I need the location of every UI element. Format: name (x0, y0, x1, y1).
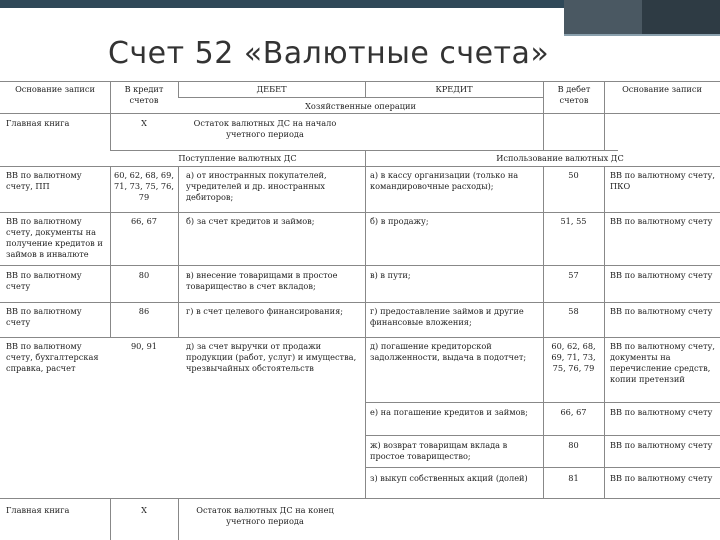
row-credit-text: з) выкуп собственных акций (долей) (370, 473, 528, 483)
row-debit-accounts: 58 (568, 306, 579, 316)
table-rule (0, 166, 720, 167)
row-credit-text: б) в продажу; (370, 216, 429, 226)
row-basis-left: ВВ по валютному счету (6, 306, 82, 328)
table-rule (0, 337, 720, 338)
table-divider (543, 166, 544, 498)
row-credit-text: а) в кассу организации (только на командировочные расходы); (370, 170, 519, 192)
table-divider (110, 81, 111, 150)
row-debit-accounts: 81 (568, 473, 579, 483)
row-credit-accounts: 80 (138, 270, 150, 280)
row-basis-left: ВВ по валютному счету, ПП (6, 170, 82, 192)
closing-basis: Главная книга (6, 505, 70, 515)
header-credit-of-accounts: В кредит счетов (124, 84, 164, 106)
table-rule (0, 302, 720, 303)
table-divider (178, 498, 179, 540)
table-divider (178, 166, 179, 337)
row-credit-accounts: 66, 67 (130, 216, 158, 226)
row-basis-right: ВВ по валютному счету (610, 306, 713, 316)
header-business-operations: Хозяйственные операции (305, 101, 416, 111)
slide-corner-block (564, 0, 642, 34)
slide-title: Счет 52 «Валютные счета» (108, 36, 550, 71)
row-debit-accounts: 51, 55 (560, 216, 587, 226)
table-rule (110, 150, 618, 151)
row-credit-text: д) погашение кредиторской задолженности, выдача в подотчет; (370, 341, 527, 363)
row-credit-text: в) в пути; (370, 270, 411, 280)
row-debit-accounts: 50 (568, 170, 579, 180)
slide-corner-line (564, 34, 720, 36)
row-debit-accounts: 60, 62, 68, 69, 71, 73, 75, 76, 79 (551, 341, 596, 374)
table-rule (0, 113, 720, 114)
row-basis-right: ВВ по валютному счету, документы на перечисление средств, копии претензий (610, 341, 715, 385)
table-rule (178, 97, 543, 98)
closing-text: Остаток валютных ДС на конец учетного периода (196, 505, 334, 527)
row-credit-text: г) предоставление займов и другие финансовые вложения; (370, 306, 524, 328)
header-debit: ДЕБЕТ (256, 84, 287, 94)
header-basis-left: Основание записи (15, 84, 95, 94)
slide-corner-block (642, 0, 720, 34)
opening-basis: Главная книга (6, 118, 70, 128)
row-debit-accounts: 80 (568, 440, 579, 450)
header-credit: КРЕДИТ (435, 84, 473, 94)
row-basis-right: ВВ по валютному счету (610, 216, 713, 226)
closing-accounts: Х (141, 505, 147, 515)
table-rule (0, 265, 720, 266)
row-credit-accounts: 90, 91 (130, 341, 158, 351)
row-debit-text: в) внесение товарищами в простое товарищество в счет вкладов; (186, 270, 338, 292)
row-basis-left: ВВ по валютному счету (6, 270, 82, 292)
row-credit-text: ж) возврат товарищам вклада в простое товарищество; (370, 440, 508, 462)
row-basis-right: ВВ по валютному счету (610, 407, 713, 417)
table-divider (365, 150, 366, 498)
row-basis-left: ВВ по валютному счету, документы на получение кредитов и займов в инвалюте (6, 216, 103, 260)
row-basis-left: ВВ по валютному счету, бухгалтерская справка, расчет (6, 341, 99, 374)
row-debit-accounts: 66, 67 (560, 407, 587, 417)
row-debit-text: д) за счет выручки от продажи продукции (работ, услуг) и имущества, чрезвычайных обстоятельств (186, 341, 357, 374)
row-debit-accounts: 57 (568, 270, 579, 280)
row-debit-text: а) от иностранных покупателей, учредителей и др. иностранных дебиторов; (186, 170, 327, 203)
row-credit-text: е) на погашение кредитов и займов; (370, 407, 528, 417)
row-credit-accounts: 86 (138, 306, 150, 316)
section-use: Использование валютных ДС (496, 153, 624, 163)
opening-accounts: Х (141, 118, 147, 128)
row-debit-text: б) за счет кредитов и займов; (186, 216, 315, 226)
row-basis-right: ВВ по валютному счету, ПКО (610, 170, 715, 192)
table-divider (543, 81, 544, 150)
table-rule (0, 81, 720, 82)
opening-text: Остаток валютных ДС на начало учетного периода (193, 118, 337, 140)
header-debit-of-accounts: В дебет счетов (557, 84, 591, 106)
header-basis-right: Основание записи (622, 84, 702, 94)
table-divider (110, 166, 111, 337)
row-credit-accounts: 60, 62, 68, 69, 71, 73, 75, 76, 79 (114, 170, 174, 203)
row-basis-right: ВВ по валютному счету (610, 473, 713, 483)
table-rule (0, 498, 720, 499)
table-divider (604, 166, 605, 498)
row-debit-text: г) в счет целевого финансирования; (186, 306, 343, 316)
row-basis-right: ВВ по валютному счету (610, 270, 713, 280)
table-rule (0, 212, 720, 213)
section-receipt: Поступление валютных ДС (178, 153, 297, 163)
row-basis-right: ВВ по валютному счету (610, 440, 713, 450)
